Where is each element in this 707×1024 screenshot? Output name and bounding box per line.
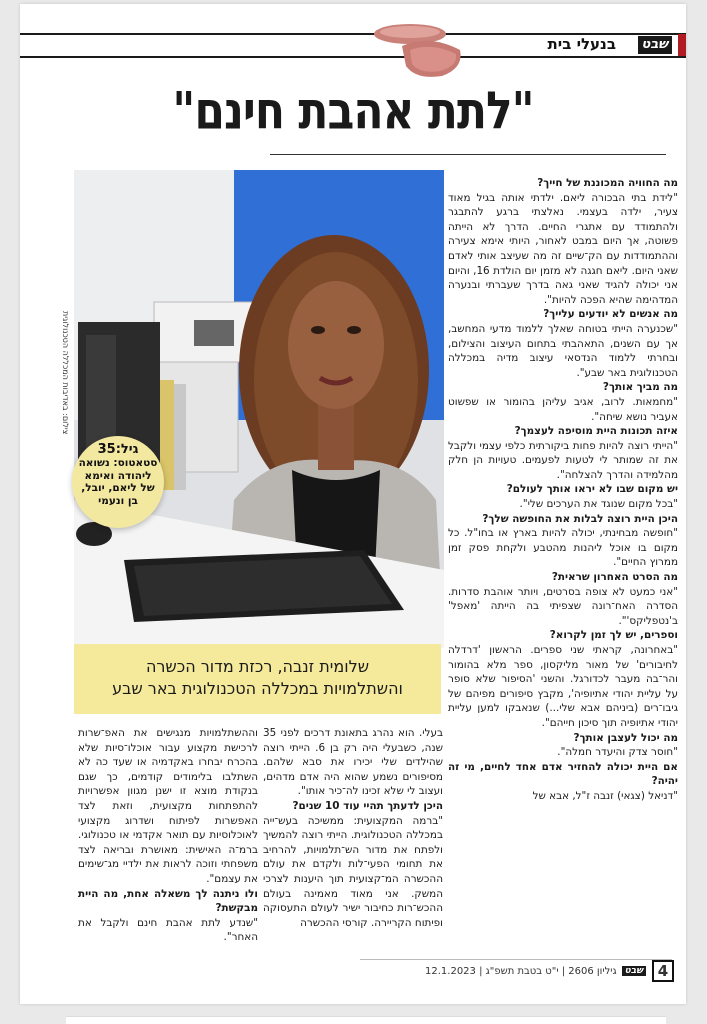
photo-credit: צילום: באדיבות המכללה הטכנולוגית	[61, 310, 70, 434]
badge-status: סטאטוס: נשואה ליהודה ואימא של ליאם, יובל, בן ונעמי	[78, 457, 158, 507]
caption-line-1: שלומית זנבה, רכזת מדור הכשרה	[145, 657, 370, 676]
article-title: "לתת אהבת חינם"	[172, 81, 534, 142]
interview-answer: "אני כמעט לא צופה בסרטים, ויותר אוהבת סדרות. הסדרה האח־רונה שצפיתי בה הייתה 'מאפל' ב'נטפליקס'".	[448, 585, 678, 627]
interview-question: אם היית יכולה להחזיר אדם אחד לחיים, מי זה יהיה?	[448, 760, 678, 788]
interview-answer: "בכל מקום שנוגד את הערכים שלי".	[519, 498, 678, 511]
interview-question: וספרים, יש לך זמן לקרוא?	[549, 629, 678, 642]
interview-answer: בעלי. הוא נהרג בתאונת דרכים לפני 35 שנה, כשבעלי היה רק בן 6. הייתי רוצה שהילדים שלי יכירו את סבא שלהם. מסיפורים נשמע שהוא היה אדם מדהים, ועצוב לי שלא זכינו לה־כיר אותו".	[263, 727, 443, 798]
header-accent	[678, 34, 686, 56]
slippers-icon	[372, 16, 472, 80]
interview-answer: וההשתלמויות מנגישים את האפ־שרות לרכישת מקצוע עבור אוכלו־סיות שלא בהכרח יבחרו באקדמיה או שעד כה לא השתלבו בלימודים קודמים, כך שגם בנקודת מוצא זו ישנן מגוון אפשרויות להתפתחות מקצועית, וזאת לצד האפשרות לפיתוח ושדרוג מקצועי לאוכלוסיות עם תואר אקדמי או טכנולוגי. ברמ־ה האישית: מאושרת ובריאה לצד משפחתי וזוכה לראות את ילדיי מג־שימים את עצמם".	[78, 727, 258, 885]
interview-answer: "ברמה המקצועית: ממשיכה בעש־ייה במכללה הטכנולוגית. הייתי רוצה להמשיך ולפתח את מדור הש־תלמויות, להרחיב את תחומי הפעי־לות ולקדם את עולם ההכשרה המ־קצועית תוך היענות לצרכי המשק. אני מאוד מאמינה בעולם ההכש־רות כחיבור ישיר לעולם התעסוקה ופיתוח הקריירה. קורסי ההכשרה	[263, 814, 443, 929]
profile-badge	[72, 436, 164, 528]
interview-answer: "דניאל (צגאי) זנבה ז"ל, אבא של	[532, 789, 678, 802]
interview-question: יש מקום שבו לא יראו אותך לעולם?	[506, 483, 678, 496]
interview-answer: "לידת בתי הבכורה ליאם. ילדתי אותה בגיל מאוד צעיר, ילדה בעצמי. נאלצתי ברגע להתבגר ולהתמודד עם אתגרי החיים. הדרך לא הייתה פשוטה, אך היום במבט לאחור, היותי אימא צעירה וההתמודדות עם הק־שיים זה מה שעיצב אותי לאדם שאני היום. ליאם חגגה לא מזמן יום הולדת 16, והיום אני יכולה להגיד שאני גאה בדרך שעברתי ובנערה המדהימה שהיא הפכה להיות".	[448, 191, 678, 306]
badge-age: גיל:35	[97, 442, 139, 457]
next-page-edge	[66, 1016, 666, 1024]
caption-line-2: והשתלמויות במכללה הטכנולוגית באר שבע	[112, 679, 403, 698]
interview-answer: "מחמאות. לרוב, אגיב עליהן בהומור או שפשוט אעביר נושא שיחה".	[448, 395, 678, 423]
interview-question: מה מביך אותך?	[602, 381, 678, 394]
interview-question: היכן לדעתך תהיי עוד 10 שנים?	[292, 799, 443, 812]
interview-answer: "חוסר צדק והיעדר חמלה".	[557, 746, 678, 759]
photo-caption	[74, 644, 441, 714]
brand-logo: שבט	[638, 36, 673, 54]
interview-answer: "הייתי רוצה להיות פחות ביקורתית כלפי עצמי ולקבל את זה שמותר לי לטעות לפעמים. טעויות הן חלק מהלמידה והדרך להצלחה".	[448, 439, 678, 481]
text-column-right	[448, 176, 678, 956]
interview-question: ולו ניתנה לך משאלה אחת, מה היית מבקשת?	[78, 887, 258, 915]
portrait-photo	[74, 170, 444, 648]
text-column-left	[78, 726, 258, 956]
page-number: 4	[652, 960, 674, 982]
page-footer	[425, 959, 674, 983]
interview-answer: "שנדע לתת אהבת חינם ולקבל את האחר".	[78, 916, 258, 944]
interview-answer: "באחרונה, קראתי שני ספרים. הראשון 'דרדלה לחיבורים' של מאור מליקסון, ספר מלא בהומור והר־בה מעבר לכדורגל. והשני 'הסיפור שלא סופר על עליית יהודי אתיופיה', מקבץ סיפורים מפיהם של גיבו־רים (ביניהם אבא שלי...) שנאבקו למען עליית יהודי אתיופיה תוך סיכון חייהם".	[448, 644, 678, 729]
interview-question: מה החוויה המכוננת של חייך?	[537, 177, 678, 189]
text-column-middle	[263, 726, 443, 956]
interview-answer: "שכנערה הייתי בטוחה שאלך ללמוד מדעי המחשב, אך עם השנים, התאהבתי בתחום העיצוב והצילום, ובחרתי ללמוד הנדסאי עיצוב מדיה במכללה הטכנולוגית באר שבע".	[448, 322, 678, 379]
section-title: בנעלי בית	[547, 35, 616, 53]
issue-info: גיליון 2606 | י"ט בטבת תשפ"ג | 12.1.2023	[425, 965, 617, 977]
interview-question: איזה תכונות היית מוסיפה לעצמך?	[514, 425, 678, 438]
header-rule-bottom	[20, 56, 686, 58]
interview-question: מה אנשים לא יודעים עלייך?	[543, 308, 678, 321]
footer-brand: שבט	[622, 966, 646, 976]
interview-question: מה הסרט האחרון שראית?	[551, 571, 678, 584]
interview-question: מה יכול לעצבן אותך?	[573, 731, 678, 744]
interview-question: היכן היית רוצה לבלות את החופשה שלך?	[482, 512, 678, 525]
magazine-page	[20, 4, 686, 1004]
interview-answer: "חופשה מבחינתי, יכולה להיות בארץ או בחו"ל. כל מקום בו אוכל ליהנות מהטבע ולקחת פסק זמן ממרוץ החיים".	[448, 527, 678, 569]
title-rule	[270, 154, 666, 155]
